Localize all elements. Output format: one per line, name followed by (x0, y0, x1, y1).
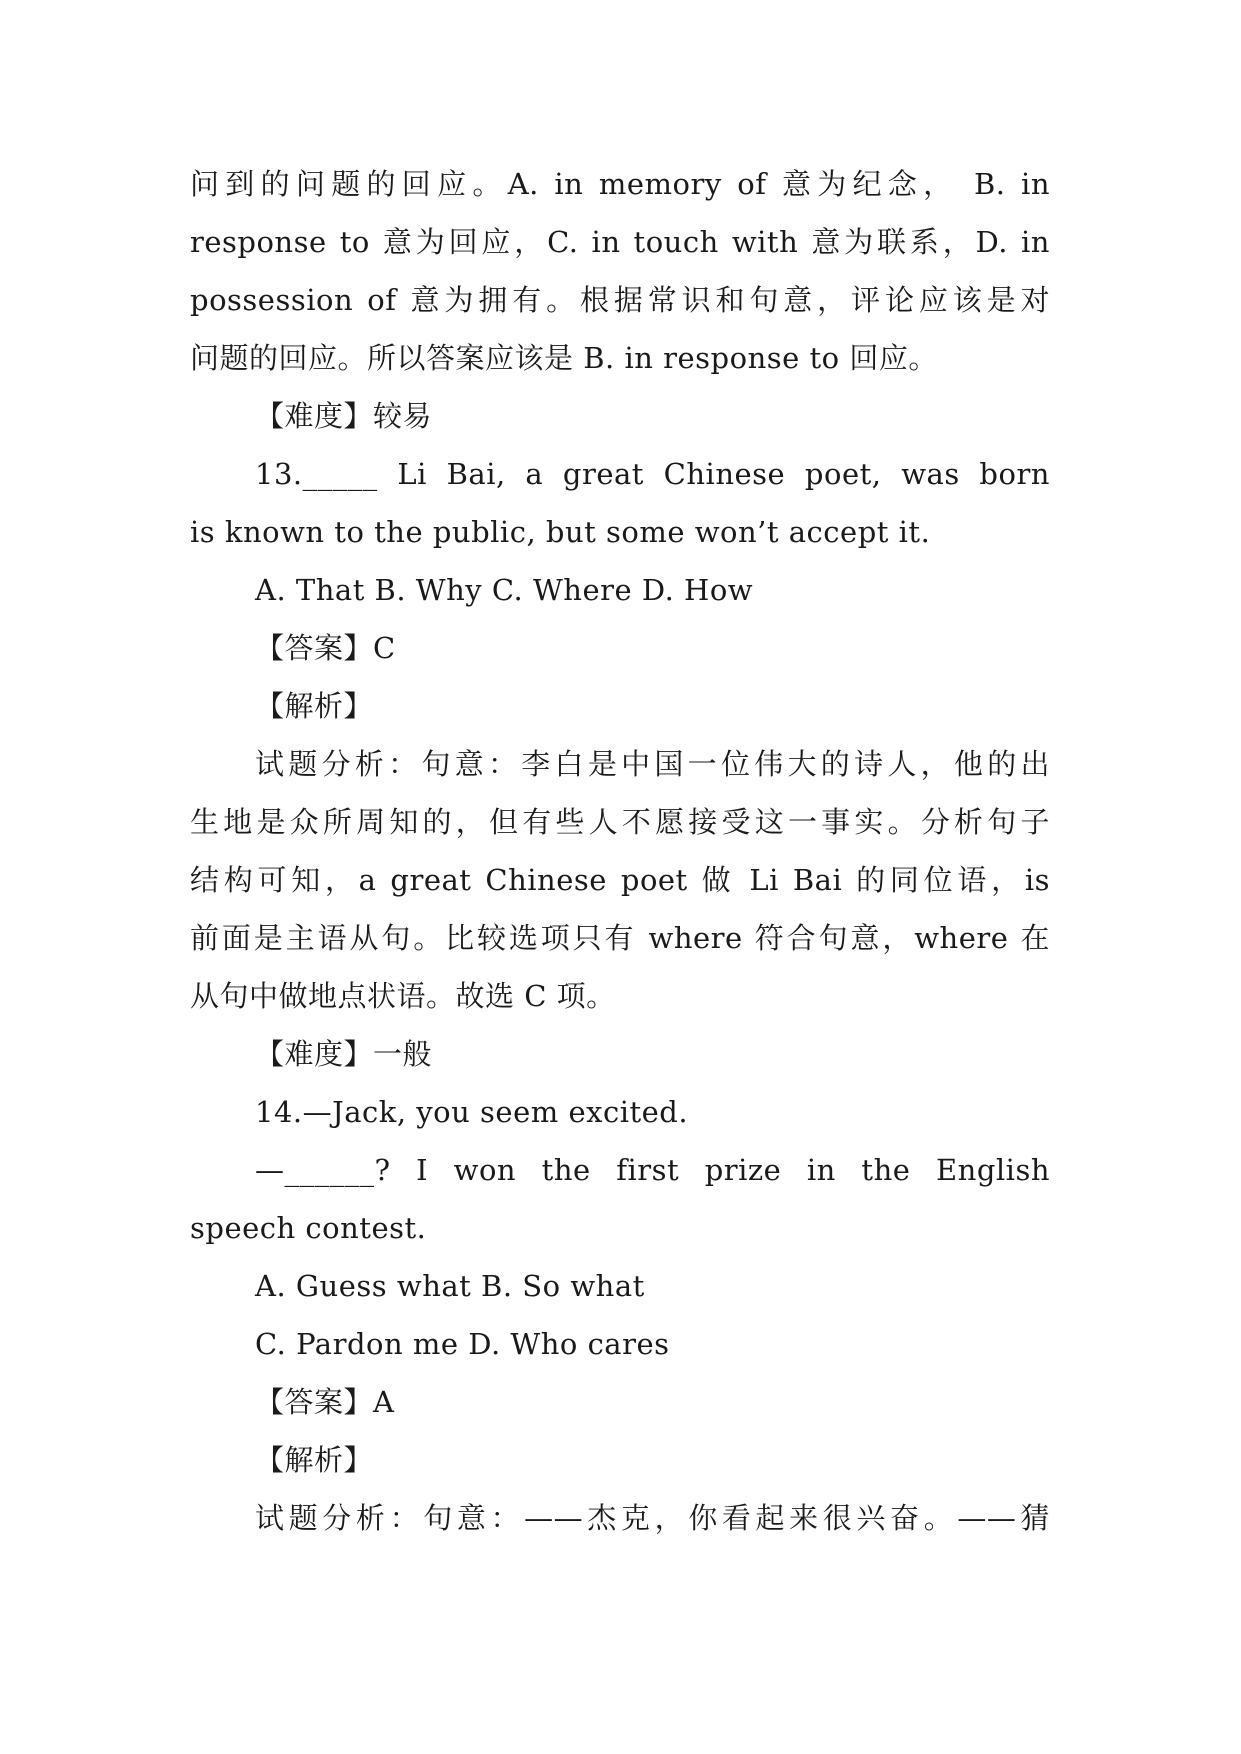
analysis-line: 结构可知，a great Chinese poet 做 Li Bai 的同位语，is (190, 863, 1050, 897)
question-14-reply: —______? I won the first prize in the English (255, 1153, 1050, 1187)
difficulty-label: 【难度】较易 (255, 399, 433, 433)
answer-label: 【答案】C (255, 631, 396, 665)
analysis-line: 从句中做地点状语。故选 C 项。 (190, 979, 616, 1013)
question-14-options-ab: A. Guess what B. So what (255, 1269, 645, 1303)
question-13-options: A. That B. Why C. Where D. How (255, 573, 754, 607)
question-14-stem: 14.—Jack, you seem excited. (255, 1095, 689, 1129)
question-14-reply-cont: speech contest. (190, 1211, 427, 1245)
difficulty-label: 【难度】一般 (255, 1037, 433, 1071)
analysis-label: 【解析】 (255, 689, 374, 723)
analysis-line: 前面是主语从句。比较选项只有 where 符合句意，where 在 (190, 921, 1050, 955)
answer-label: 【答案】A (255, 1385, 395, 1419)
analysis-line: 生地是众所周知的，但有些人不愿接受这一事实。分析句子 (190, 805, 1050, 839)
analysis-line: 试题分析：句意：——杰克，你看起来很兴奋。——猜 (255, 1501, 1050, 1535)
paragraph-line: 问题的回应。所以答案应该是 B. in response to 回应。 (190, 341, 938, 375)
analysis-label: 【解析】 (255, 1443, 374, 1477)
analysis-line: 试题分析：句意：李白是中国一位伟大的诗人，他的出 (255, 747, 1050, 781)
paragraph-line: possession of 意为拥有。根据常识和句意，评论应该是对 (190, 283, 1050, 317)
question-13-stem: 13._____ Li Bai, a great Chinese poet, was born (255, 457, 1050, 491)
question-14-options-cd: C. Pardon me D. Who cares (255, 1327, 670, 1361)
paragraph-line: response to 意为回应，C. in touch with 意为联系，D. in (190, 225, 1050, 259)
paragraph-line: 问到的问题的回应。A. in memory of 意为纪念， B. in (190, 167, 1050, 201)
question-13-stem-cont: is known to the public, but some won’t accept it. (190, 515, 931, 549)
